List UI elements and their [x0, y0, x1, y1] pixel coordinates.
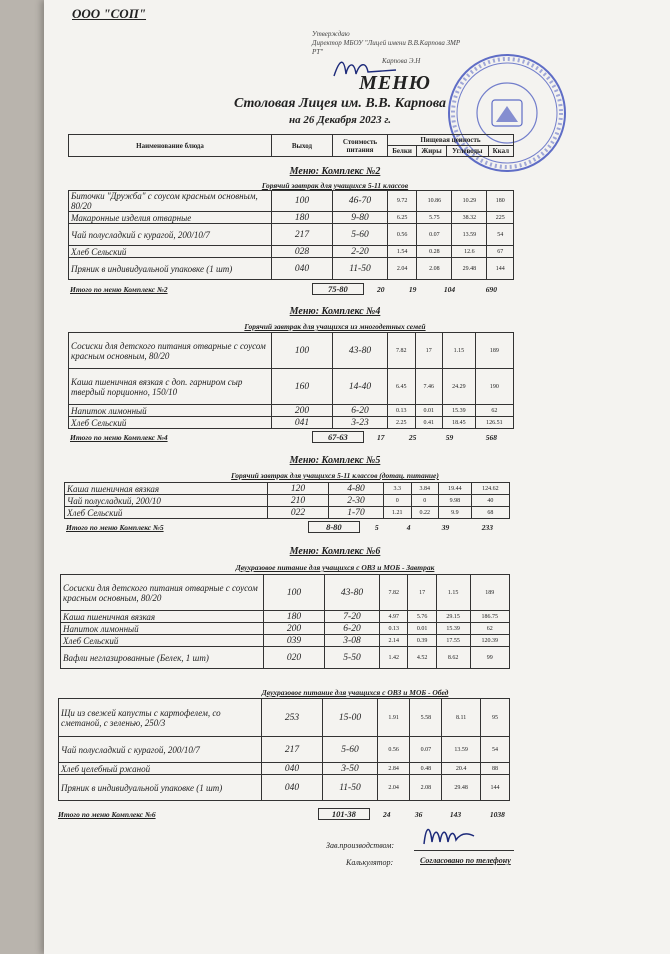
menu-row	[61, 611, 510, 623]
dish-carbs: 20.4	[442, 763, 480, 775]
dish-protein: 0.13	[380, 623, 408, 635]
approval-line-3: РТ"	[312, 48, 324, 56]
header-name: Наименование блюда	[69, 135, 272, 157]
complex6-total-cost: 101-38	[318, 808, 370, 820]
dish-carbs: 24.29	[443, 369, 476, 405]
dish-kcal: 190	[475, 369, 513, 405]
dish-yield: 180	[272, 212, 333, 224]
manager-label: Зав.производством:	[326, 841, 395, 850]
complex4-total-carbs: 59	[445, 433, 454, 442]
page-subtitle: Столовая Лицея им. В.В. Карпова	[233, 96, 447, 111]
dish-name: Хлеб Сельский	[65, 507, 268, 519]
menu-row	[61, 647, 510, 669]
organization-name: ООО "СОП"	[72, 6, 147, 21]
dish-kcal: 144	[487, 258, 514, 280]
dish-kcal: 144	[480, 775, 509, 801]
manager-signature	[418, 820, 478, 850]
complex2-title: Меню: Комплекс №2	[289, 166, 381, 177]
dish-protein: 4.97	[380, 611, 408, 623]
header-kcal: Ккал	[488, 146, 513, 157]
dish-protein: 3.3	[384, 483, 412, 495]
dish-protein: 0.13	[388, 405, 416, 417]
complex5-subtitle: Горячий завтрак для учащихся 5-11 классов (дотац. питание)	[231, 471, 439, 480]
dish-cost: 3-50	[323, 763, 378, 775]
dish-protein: 2.84	[378, 763, 410, 775]
dish-yield: 022	[268, 507, 329, 519]
dish-yield: 200	[264, 623, 325, 635]
dish-yield: 217	[262, 737, 323, 763]
complex6-total	[58, 808, 528, 820]
dish-kcal: 124.62	[471, 483, 509, 495]
dish-name: Сосиски для детского питания отварные с соусом красным основным, 80/20	[61, 575, 264, 611]
dish-fat: 2.08	[417, 258, 452, 280]
complex4-total-protein: 17	[377, 433, 385, 442]
dish-yield: 039	[264, 635, 325, 647]
complex2-total-protein: 20	[377, 285, 385, 294]
dish-fat: 5.76	[408, 611, 436, 623]
dish-cost: 43-80	[325, 575, 380, 611]
dish-name: Хлеб Сельский	[69, 246, 272, 258]
dish-name: Хлеб целебный ржаной	[59, 763, 262, 775]
complex2-table	[68, 190, 514, 280]
dish-carbs: 1.15	[436, 575, 470, 611]
dish-name: Пряник в индивидуальной упаковке (1 шт)	[59, 775, 262, 801]
dish-kcal: 126.51	[475, 417, 513, 429]
page-title: МЕНЮ	[359, 72, 431, 94]
dish-name: Каша пшеничная вязкая	[65, 483, 268, 495]
dish-protein: 1.91	[378, 699, 410, 737]
dish-yield: 210	[268, 495, 329, 507]
dish-carbs: 17.55	[436, 635, 470, 647]
dish-protein: 2.25	[388, 417, 416, 429]
dish-fat: 0.41	[415, 417, 443, 429]
menu-row	[65, 483, 510, 495]
complex4-table	[68, 332, 514, 429]
dish-yield: 200	[272, 405, 333, 417]
dish-carbs: 13.59	[442, 737, 480, 763]
dish-fat: 5.58	[410, 699, 442, 737]
calculator-value: Согласовано по телефону	[420, 856, 511, 865]
dish-protein: 1.54	[388, 246, 417, 258]
dish-cost: 1-70	[329, 507, 384, 519]
dish-name: Хлеб Сельский	[69, 417, 272, 429]
dish-protein: 7.82	[380, 575, 408, 611]
menu-row	[69, 405, 514, 417]
dish-yield: 040	[262, 775, 323, 801]
dish-protein: 2.04	[378, 775, 410, 801]
dish-yield: 100	[264, 575, 325, 611]
complex6-total-label: Итого по меню Комплекс №6	[58, 810, 156, 819]
dish-fat: 17	[415, 333, 443, 369]
dish-cost: 3-08	[325, 635, 380, 647]
dish-kcal: 120.39	[470, 635, 509, 647]
dish-fat: 0.39	[408, 635, 436, 647]
menu-row	[69, 212, 514, 224]
header-yield: Выход	[272, 135, 333, 157]
menu-header-table	[68, 134, 514, 157]
dish-name: Хлеб Сельский	[61, 635, 264, 647]
complex5-total	[66, 521, 526, 533]
dish-protein: 2.04	[388, 258, 417, 280]
menu-row	[69, 369, 514, 405]
menu-row	[69, 191, 514, 212]
dish-name: Каша пшеничная вязкая	[61, 611, 264, 623]
complex6-total-carbs: 143	[449, 810, 462, 819]
dish-name: Чай полусладкий, 200/10	[65, 495, 268, 507]
dish-yield: 180	[264, 611, 325, 623]
dish-kcal: 54	[480, 737, 509, 763]
dish-cost: 4-80	[329, 483, 384, 495]
dish-name: Макаронные изделия отварные	[69, 212, 272, 224]
dish-protein: 1.42	[380, 647, 408, 669]
menu-row	[61, 623, 510, 635]
dish-cost: 9-80	[333, 212, 388, 224]
dish-kcal: 189	[470, 575, 509, 611]
dish-fat: 0.07	[417, 224, 452, 246]
dish-carbs: 29.15	[436, 611, 470, 623]
complex4-subtitle: Горячий завтрак для учащихся из многодетных семей	[244, 322, 426, 331]
dish-kcal: 88	[480, 763, 509, 775]
dish-kcal: 95	[480, 699, 509, 737]
complex6-title: Меню: Комплекс №6	[289, 546, 381, 557]
dish-protein: 9.72	[388, 191, 417, 212]
dish-name: Пряник в индивидуальной упаковке (1 шт)	[69, 258, 272, 280]
dish-kcal: 186.75	[470, 611, 509, 623]
dish-name: Чай полусладкий с курагой, 200/10/7	[59, 737, 262, 763]
dish-yield: 217	[272, 224, 333, 246]
dish-cost: 46-70	[333, 191, 388, 212]
dish-protein: 6.25	[388, 212, 417, 224]
header-protein: Белки	[388, 146, 417, 157]
dish-carbs: 8.11	[442, 699, 480, 737]
dish-name: Сосиски для детского питания отварные с соусом красным основным, 80/20	[69, 333, 272, 369]
dish-fat: 3.84	[411, 483, 439, 495]
dish-fat: 0.22	[411, 507, 439, 519]
complex4-total	[70, 431, 530, 443]
dish-yield: 253	[262, 699, 323, 737]
dish-kcal: 68	[471, 507, 509, 519]
dish-cost: 6-20	[325, 623, 380, 635]
dish-protein: 0	[384, 495, 412, 507]
dish-kcal: 99	[470, 647, 509, 669]
menu-row	[61, 635, 510, 647]
menu-row	[69, 246, 514, 258]
dish-yield: 041	[272, 417, 333, 429]
complex4-total-kcal: 568	[485, 433, 497, 442]
dish-fat: 5.75	[417, 212, 452, 224]
dish-name: Щи из свежей капусты с картофелем, со сметаной, с зеленью, 250/3	[59, 699, 262, 737]
dish-name: Чай полусладкий с курагой, 200/10/7	[69, 224, 272, 246]
header-cost: Стоимость питания	[333, 135, 388, 157]
complex6-total-kcal: 1038	[489, 810, 505, 819]
dish-cost: 15-00	[323, 699, 378, 737]
dish-cost: 2-20	[333, 246, 388, 258]
complex2-total-kcal: 690	[485, 285, 497, 294]
dish-name: Каша пшеничная вязкая с доп. гарниром сыр твердый порционно, 150/10	[69, 369, 272, 405]
dish-cost: 5-60	[333, 224, 388, 246]
dish-fat: 0.01	[415, 405, 443, 417]
manager-signature-line	[414, 850, 514, 851]
dish-name: Биточки "Дружба" с соусом красным основным, 80/20	[69, 191, 272, 212]
dish-carbs: 9.98	[439, 495, 472, 507]
menu-row	[59, 763, 510, 775]
dish-protein: 0.56	[378, 737, 410, 763]
dish-cost: 7-20	[325, 611, 380, 623]
dish-yield: 100	[272, 333, 333, 369]
dish-fat: 0.28	[417, 246, 452, 258]
dish-cost: 11-50	[333, 258, 388, 280]
dish-carbs: 1.15	[443, 333, 476, 369]
dish-cost: 3-23	[333, 417, 388, 429]
dish-carbs: 29.48	[442, 775, 480, 801]
dish-carbs: 8.62	[436, 647, 470, 669]
dish-fat: 4.52	[408, 647, 436, 669]
dish-kcal: 189	[475, 333, 513, 369]
dish-carbs: 15.39	[436, 623, 470, 635]
complex2-total-cost: 75-80	[312, 283, 364, 295]
menu-date: на 26 Декабря 2023 г.	[289, 114, 391, 126]
approval-line-4: Карпова Э.Н	[382, 57, 421, 65]
dish-protein: 7.82	[388, 333, 416, 369]
dish-carbs: 10.29	[452, 191, 487, 212]
approval-line-2: Директор МБОУ "Лицей имени В.В.Карпова ЗМР	[312, 39, 461, 47]
header-carbs: Углеводы	[446, 146, 488, 157]
complex2-total-carbs: 104	[443, 285, 456, 294]
menu-row	[69, 333, 514, 369]
complex5-total-label: Итого по меню Комплекс №5	[66, 523, 164, 532]
complex5-total-protein: 5	[374, 523, 379, 532]
menu-row	[65, 495, 510, 507]
dish-protein: 2.14	[380, 635, 408, 647]
complex5-total-carbs: 39	[441, 523, 450, 532]
dish-cost: 5-50	[325, 647, 380, 669]
dish-yield: 040	[272, 258, 333, 280]
complex6-total-fat: 36	[414, 810, 423, 819]
complex6-lunch-table	[58, 698, 510, 801]
menu-row	[59, 699, 510, 737]
dish-cost: 2-30	[329, 495, 384, 507]
dish-yield: 100	[272, 191, 333, 212]
complex4-total-label: Итого по меню Комплекс №4	[70, 433, 168, 442]
complex6-total-protein: 24	[383, 810, 391, 819]
dish-carbs: 15.39	[443, 405, 476, 417]
dish-carbs: 29.48	[452, 258, 487, 280]
dish-kcal: 180	[487, 191, 514, 212]
dish-name: Напиток лимонный	[61, 623, 264, 635]
dish-fat: 17	[408, 575, 436, 611]
complex2-subtitle: Горячий завтрак для учащихся 5-11 классов	[261, 181, 409, 190]
complex5-title: Меню: Комплекс №5	[289, 455, 381, 466]
dish-yield: 020	[264, 647, 325, 669]
complex5-total-cost: 8-80	[308, 521, 360, 533]
dish-cost: 11-50	[323, 775, 378, 801]
dish-fat: 0.48	[410, 763, 442, 775]
dish-kcal: 54	[487, 224, 514, 246]
complex5-table	[64, 482, 510, 519]
dish-yield: 160	[272, 369, 333, 405]
dish-fat: 0.01	[408, 623, 436, 635]
dish-carbs: 9.9	[439, 507, 472, 519]
complex2-total	[70, 283, 530, 295]
dish-cost: 43-80	[333, 333, 388, 369]
dish-name: Напиток лимонный	[69, 405, 272, 417]
complex4-total-fat: 25	[408, 433, 417, 442]
dish-carbs: 13.59	[452, 224, 487, 246]
dish-fat: 10.86	[417, 191, 452, 212]
dish-yield: 120	[268, 483, 329, 495]
complex4-title: Меню: Комплекс №4	[289, 306, 381, 317]
dish-protein: 1.21	[384, 507, 412, 519]
menu-row	[65, 507, 510, 519]
dish-fat: 0.07	[410, 737, 442, 763]
dish-kcal: 225	[487, 212, 514, 224]
complex6-breakfast-subtitle: Двухразовое питание для учащихся с ОВЗ и МОБ - Завтрак	[235, 563, 435, 572]
dish-fat: 0	[411, 495, 439, 507]
dish-protein: 6.45	[388, 369, 416, 405]
complex4-total-cost: 67-63	[312, 431, 364, 443]
complex2-total-fat: 19	[408, 285, 417, 294]
dish-kcal: 40	[471, 495, 509, 507]
dish-cost: 14-40	[333, 369, 388, 405]
dish-fat: 7.46	[415, 369, 443, 405]
menu-row	[69, 224, 514, 246]
header-fat: Жиры	[417, 146, 447, 157]
menu-row	[59, 737, 510, 763]
dish-carbs: 38.32	[452, 212, 487, 224]
complex5-total-fat: 4	[406, 523, 411, 532]
menu-row	[61, 575, 510, 611]
complex5-total-kcal: 233	[481, 523, 493, 532]
header-nutrition: Пищевая ценность	[388, 135, 514, 146]
calculator-label: Калькулятор:	[346, 858, 394, 867]
dish-carbs: 12.6	[452, 246, 487, 258]
dish-carbs: 19.44	[439, 483, 472, 495]
dish-cost: 5-60	[323, 737, 378, 763]
complex6-breakfast-table	[60, 574, 510, 669]
menu-row	[69, 417, 514, 429]
complex2-total-label: Итого по меню Комплекс №2	[70, 285, 168, 294]
dish-yield: 028	[272, 246, 333, 258]
dish-carbs: 18.45	[443, 417, 476, 429]
dish-fat: 2.08	[410, 775, 442, 801]
dish-cost: 6-20	[333, 405, 388, 417]
dish-kcal: 67	[487, 246, 514, 258]
complex6-lunch-subtitle: Двухразовое питание для учащихся с ОВЗ и МОБ - Обед	[261, 688, 449, 697]
menu-row	[59, 775, 510, 801]
dish-kcal: 62	[470, 623, 509, 635]
menu-row	[69, 258, 514, 280]
dish-protein: 0.56	[388, 224, 417, 246]
approval-line-1: Утверждаю	[312, 30, 350, 38]
dish-name: Вафли неглазированные (Белек, 1 шт)	[61, 647, 264, 669]
dish-kcal: 62	[475, 405, 513, 417]
dish-yield: 040	[262, 763, 323, 775]
